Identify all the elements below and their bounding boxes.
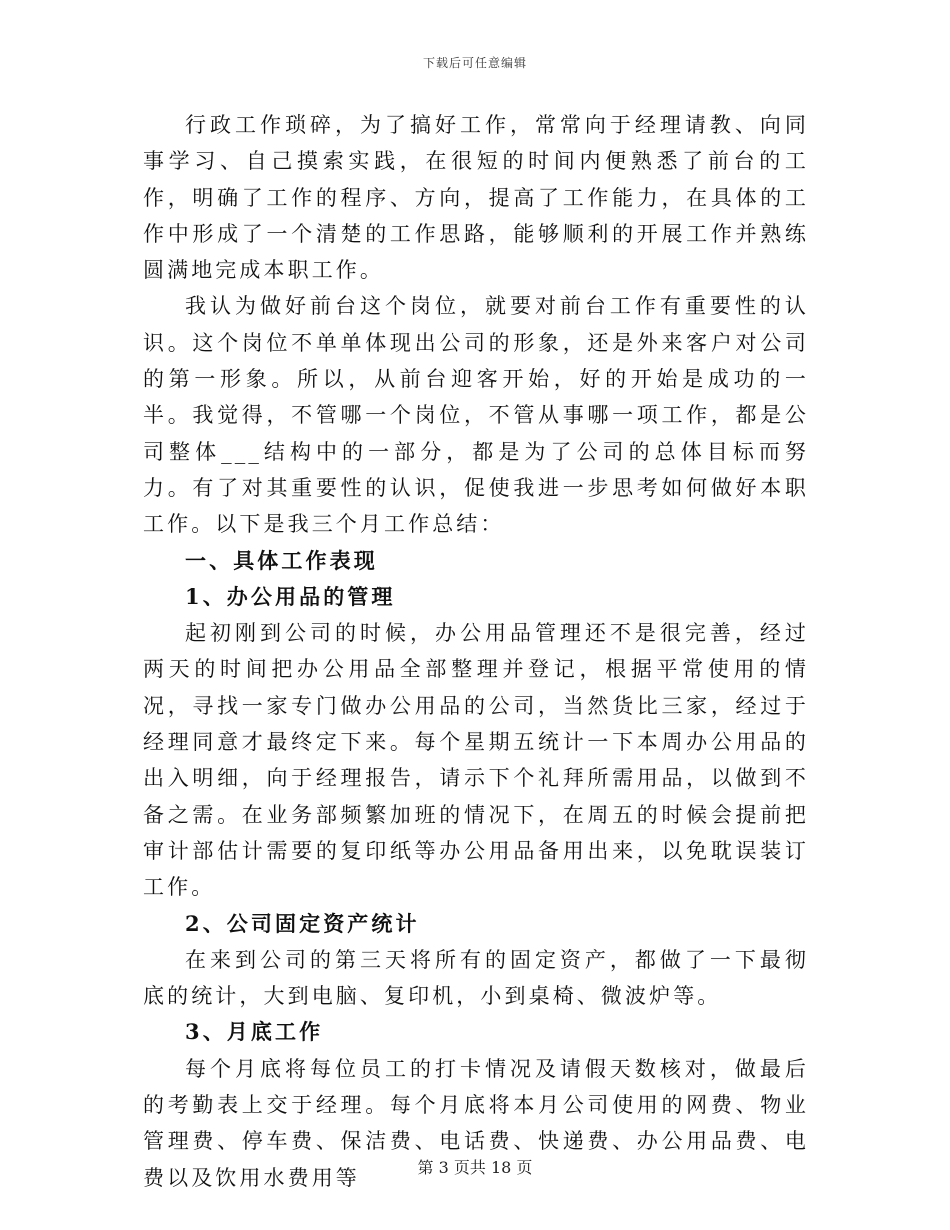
paragraph-fixed-assets: 在来到公司的第三天将所有的固定资产，都做了一下最彻底的统计，大到电脑、复印机，小到桌椅、微波炉等。 (143, 947, 809, 1009)
paragraph-month-end: 每个月底将每位员工的打卡情况及请假天数核对，做最后的考勤表上交于经理。每个月底将本月公司使用的网费、物业管理费、停车费、保洁费、电话费、快递费、办公用品费、电费以及饮用水费用等 (143, 1056, 809, 1190)
subheading-office-supplies: 1、办公用品的管理 (185, 583, 396, 609)
paragraph-intro: 行政工作琐碎，为了搞好工作，常常向于经理请教、向同事学习、自己摸索实践，在很短的时间内便熟悉了前台的工作，明确了工作的程序、方向，提高了工作能力，在具体的工作中形成了一个清楚的工作思路，能够顺利的开展工作并熟练圆满地完成本职工作。 (143, 113, 809, 283)
paragraph-office-supplies: 起初刚到公司的时候，办公用品管理还不是很完善，经过两天的时间把办公用品全部整理并登记，根据平常使用的情况，寻找一家专门做办公用品的公司，当然货比三家，经过于经理同意才最终定下来。每个星期五统计一下本周办公用品的出入明细，向于经理报告，请示下个礼拜所需用品，以做到不备之需。在业务部频繁加班的情况下，在周五的时候会提前把审计部估计需要的复印纸等办公用品备用出来，以免耽误装订工作。 (143, 621, 809, 900)
page-number: 第 3 页共 18 页 (417, 1158, 533, 1177)
section-heading-work-performance: 一、具体工作表现 (185, 547, 378, 573)
paragraph-front-desk: 我认为做好前台这个岗位，就要对前台工作有重要性的认识。这个岗位不单单体现出公司的形象，还是外来客户对公司的第一形象。所以，从前台迎客开始，好的开始是成功的一半。我觉得，不管哪一个岗位，不管从事哪一项工作，都是公司整体___结构中的一部分，都是为了公司的总体目标而努力。有了对其重要性的认识，促使我进一步思考如何做好本职工作。以下是我三个月工作总结： (143, 294, 809, 537)
subheading-fixed-assets: 2、公司固定资产统计 (185, 910, 420, 936)
subheading-month-end: 3、月底工作 (185, 1019, 324, 1045)
page-header: 下载后可任意编辑 (422, 56, 527, 70)
document-body (143, 107, 809, 1196)
